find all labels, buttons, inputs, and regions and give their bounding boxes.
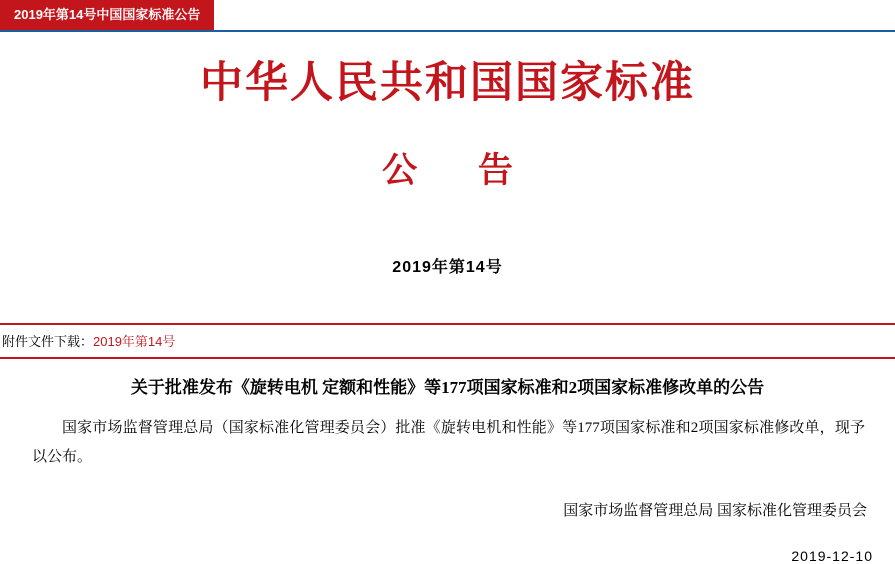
hero-section (0, 32, 895, 277)
attachment-label: 附件文件下载： (2, 333, 94, 349)
divider-bottom (0, 357, 895, 359)
document-date: 2019-12-10 (791, 547, 873, 564)
attachment-row (0, 325, 895, 350)
tab-announcement-2019-14[interactable]: 2019年第14号中国国家标准公告 (0, 0, 214, 30)
tab-bar (0, 0, 895, 32)
announcement-number: 2019年第14号 (392, 258, 503, 276)
document-signature: 国家市场监督管理总局 国家标准化管理委员会 (563, 502, 867, 519)
document-heading: 关于批准发布《旋转电机 定额和性能》等177项国家标准和2项国家标准修改单的公告 (130, 377, 765, 397)
attachment-download-link[interactable]: 2019年第14号 (93, 333, 176, 349)
page-subtitle: 公 告 (382, 150, 539, 190)
page-title: 中华人民共和国国家标准 (200, 60, 695, 107)
document-paragraph: 国家市场监督管理总局（国家标准化管理委员会）批准《旋转电机和性能》等177项国家标准和2项国家标准修改单，现予以公布。 (32, 420, 865, 466)
